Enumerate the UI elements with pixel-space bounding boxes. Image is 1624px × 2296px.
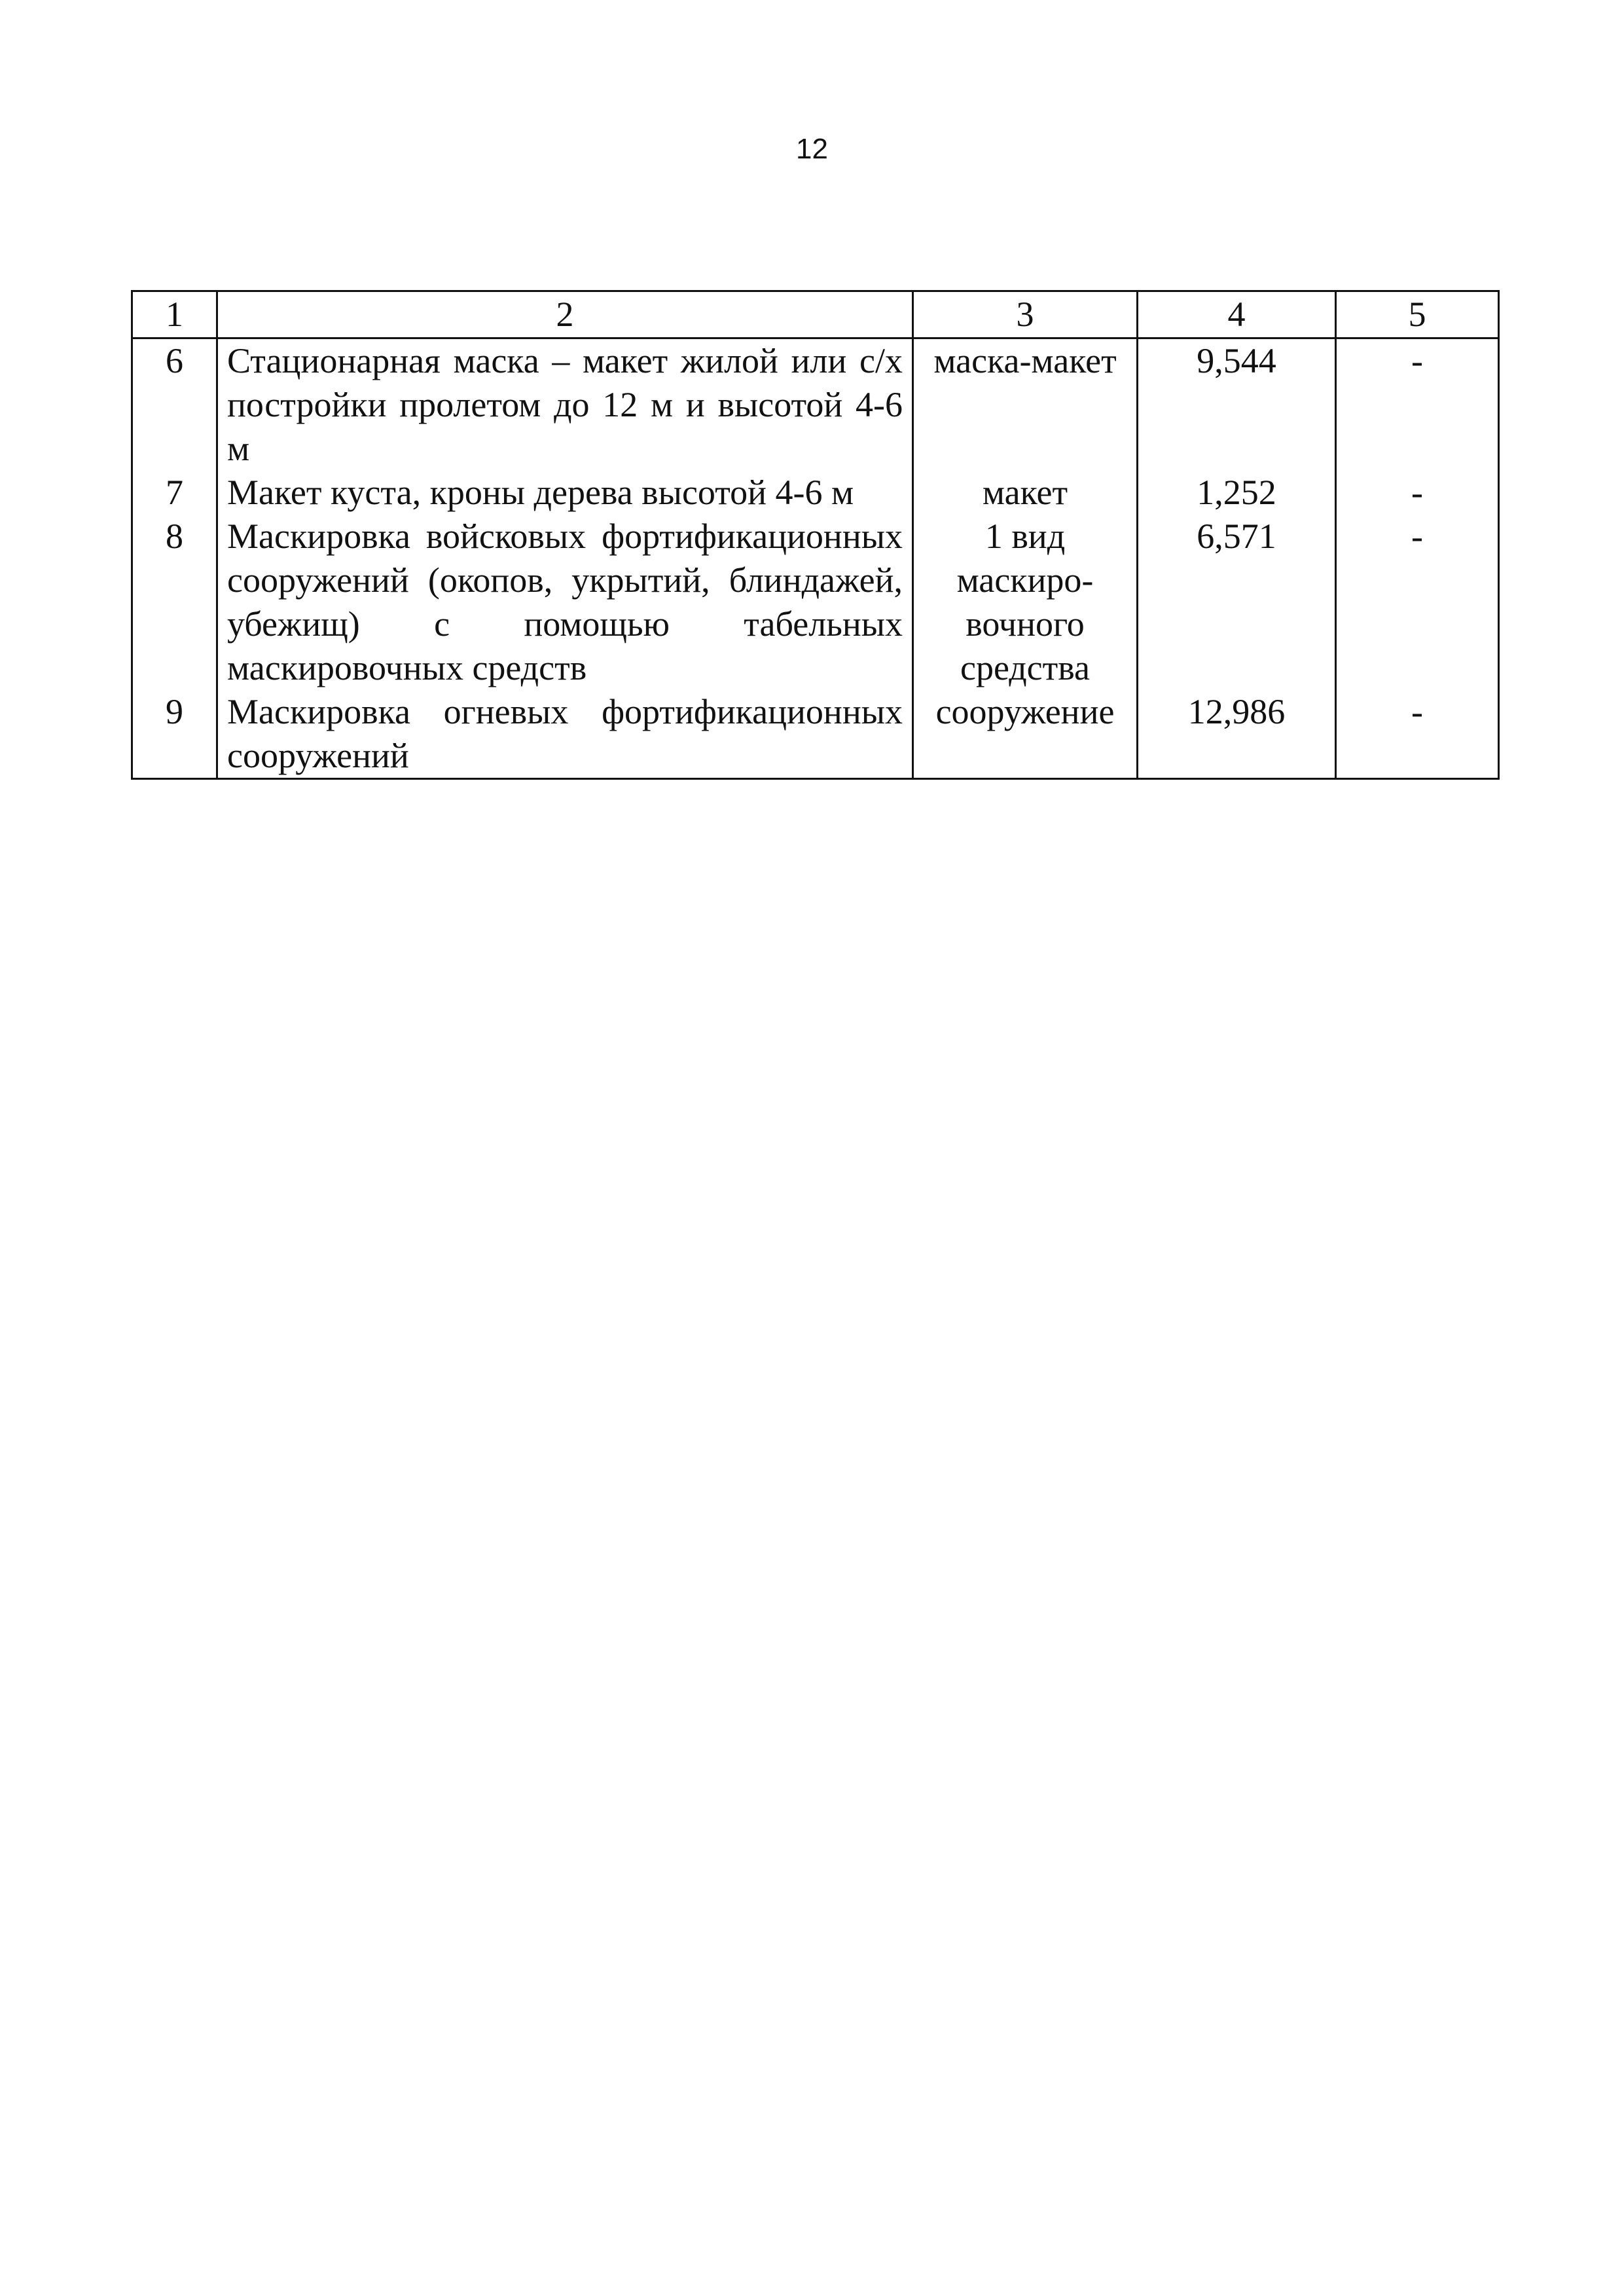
table-row <box>132 690 1499 779</box>
data-table <box>131 290 1500 780</box>
row-number: 8 <box>132 515 217 690</box>
column-header: 1 <box>132 291 217 338</box>
table-row <box>132 515 1499 690</box>
row-unit: макет <box>913 471 1138 515</box>
row-value: 12,986 <box>1138 690 1336 779</box>
row-description: Маскировка войсковых фортификационных сооружений (окопов, укрытий, блиндажей, убежищ) с помощью табельных маскировочных средств <box>217 515 913 690</box>
row-unit: маска-макет <box>913 338 1138 471</box>
column-header: 2 <box>217 291 913 338</box>
row-extra: - <box>1336 515 1499 690</box>
column-header: 4 <box>1138 291 1336 338</box>
row-value: 1,252 <box>1138 471 1336 515</box>
row-number: 9 <box>132 690 217 779</box>
page-number: 12 <box>796 133 828 165</box>
row-value: 6,571 <box>1138 515 1336 690</box>
row-number: 7 <box>132 471 217 515</box>
row-extra: - <box>1336 338 1499 471</box>
row-unit: 1 вид маскиро-вочного средства <box>913 515 1138 690</box>
row-unit: сооружение <box>913 690 1138 779</box>
row-description: Макет куста, кроны дерева высотой 4-6 м <box>217 471 913 515</box>
row-description: Маскировка огневых фортификационных сооружений <box>217 690 913 779</box>
row-number: 6 <box>132 338 217 471</box>
row-extra: - <box>1336 690 1499 779</box>
table-row <box>132 338 1499 471</box>
row-extra: - <box>1336 471 1499 515</box>
row-description: Стационарная маска – макет жилой или с/х постройки пролетом до 12 м и высотой 4-6 м <box>217 338 913 471</box>
table-header-row <box>132 291 1499 338</box>
column-header: 3 <box>913 291 1138 338</box>
table-row <box>132 471 1499 515</box>
column-header: 5 <box>1336 291 1499 338</box>
row-value: 9,544 <box>1138 338 1336 471</box>
